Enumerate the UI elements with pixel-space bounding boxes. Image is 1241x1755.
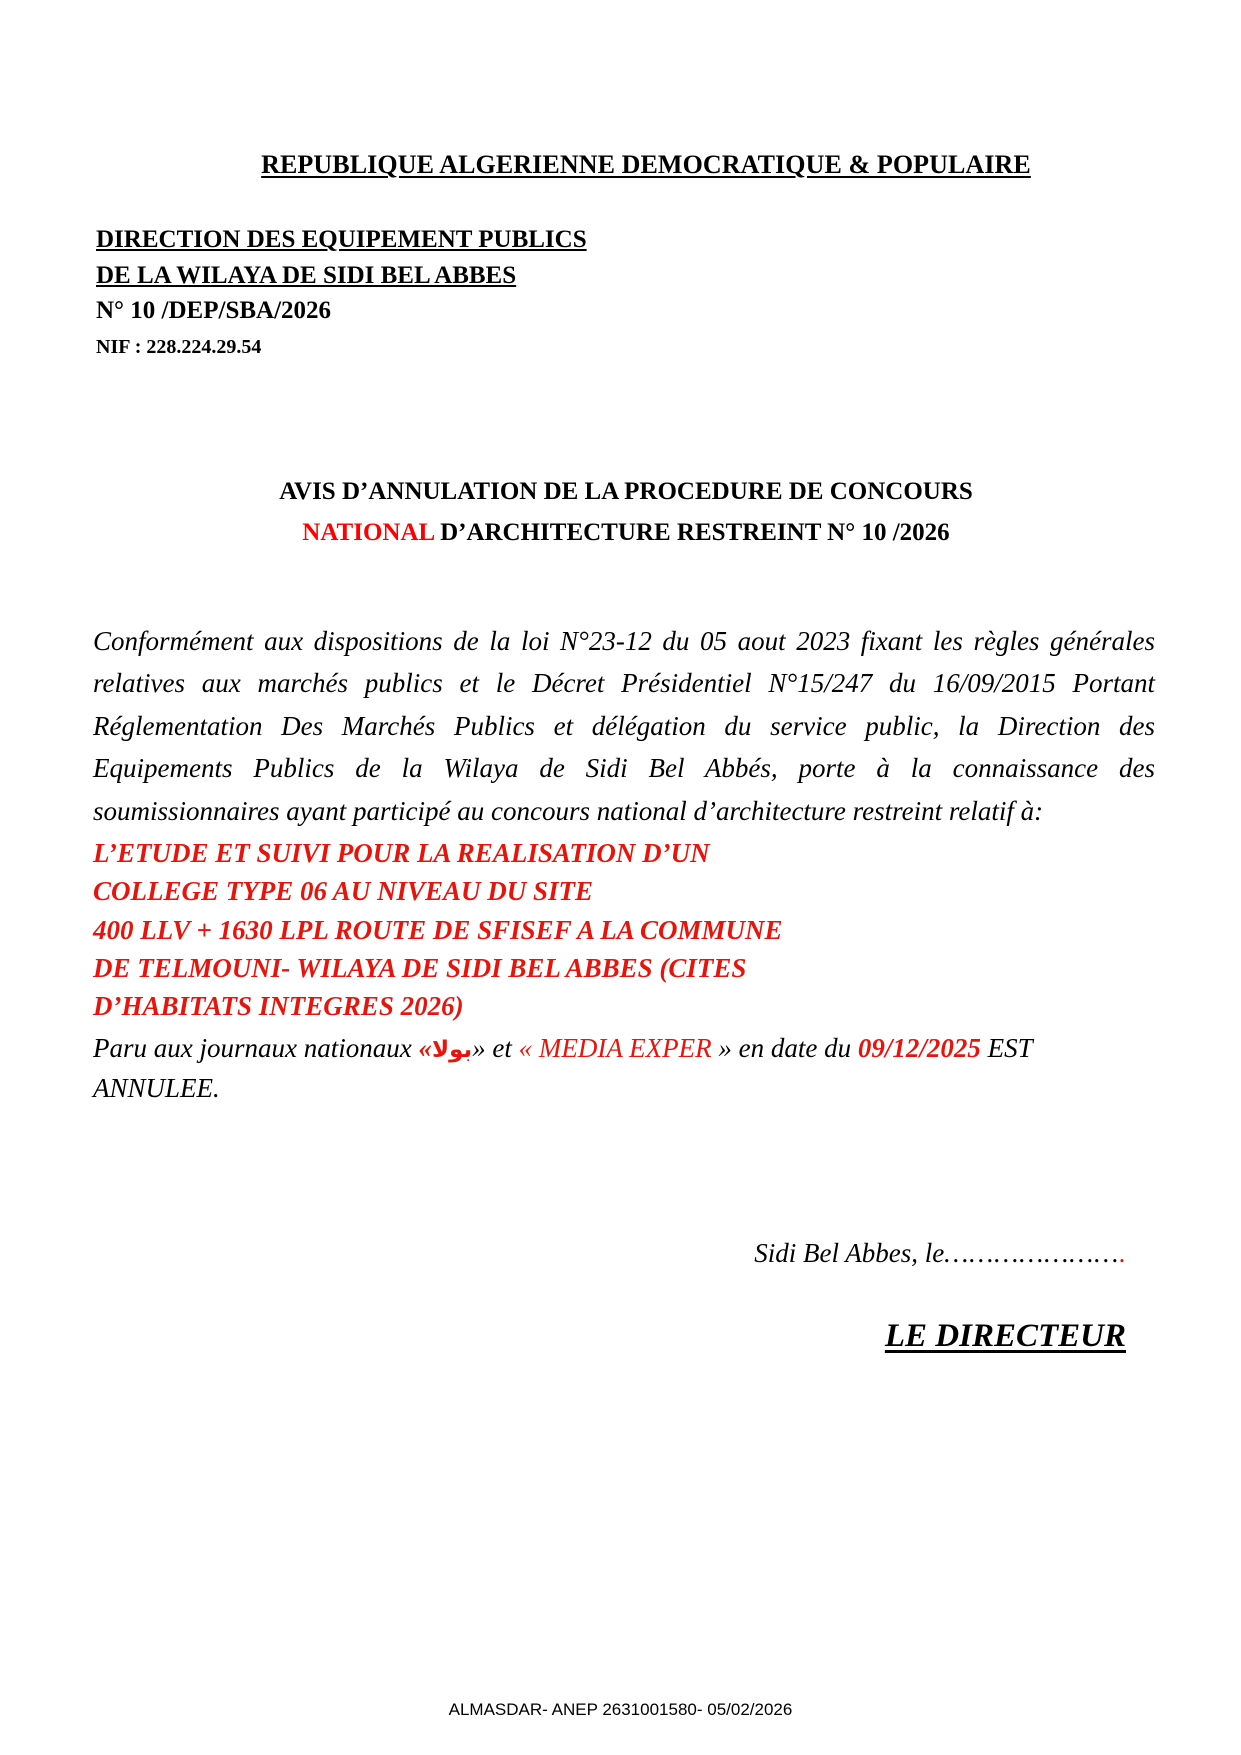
nif-number: NIF : 228.224.29.54	[96, 335, 262, 358]
document-title-line-1: AVIS D’ANNULATION DE LA PROCEDURE DE CONCOURS	[279, 478, 973, 505]
direction-line-1-text: DIRECTION DES EQUIPEMENT PUBLICS	[96, 226, 587, 253]
signature-place-line	[96, 1238, 1126, 1269]
document-title	[96, 472, 1156, 553]
publication-middle: et	[485, 1032, 519, 1063]
publication-notice	[93, 1028, 1155, 1109]
project-object-line: D’HABITATS INTEGRES 2026)	[93, 991, 464, 1022]
document-header	[96, 150, 1156, 361]
signature-date-dot-final: .	[1119, 1238, 1126, 1268]
direction-line-1	[96, 222, 1156, 258]
newspaper-name-arabic: بولا	[431, 1036, 473, 1063]
publication-cancel-text: EST ANNULEE	[93, 1032, 1033, 1104]
project-object-line: L’ETUDE ET SUIVI POUR LA REALISATION D’UN	[93, 837, 710, 868]
publication-date: 09/12/2025	[857, 1032, 981, 1063]
project-object-block	[93, 834, 1155, 1026]
signature-director-title: LE DIRECTEUR	[884, 1318, 1126, 1354]
newspaper-name-media-exper: MEDIA EXPER	[538, 1032, 712, 1063]
body-paragraph	[93, 620, 1155, 832]
publication-suffix: en date du	[731, 1032, 858, 1063]
project-object-line: DE TELMOUNI- WILAYA DE SIDI BEL ABBES (CITES	[93, 952, 747, 983]
publication-period: .	[213, 1073, 220, 1104]
signature-date-dots: …………………	[944, 1238, 1120, 1268]
publication-quote-close: »	[472, 1032, 486, 1063]
publication-quote-2-close: »	[711, 1032, 732, 1063]
document-title-line-2	[96, 513, 1156, 554]
publication-prefix: Paru aux journaux nationaux	[93, 1032, 419, 1063]
project-object-line: COLLEGE TYPE 06 AU NIVEAU DU SITE	[93, 876, 594, 907]
reference-number: N° 10 /DEP/SBA/2026	[96, 297, 332, 324]
direction-line-2-text: DE LA WILAYA DE SIDI BEL ABBES	[96, 261, 517, 289]
page-footer: ALMASDAR- ANEP 2631001580- 05/02/2026	[448, 1700, 793, 1719]
publication-quote-2-open: «	[518, 1032, 539, 1063]
signature-place-label: Sidi Bel Abbes, le	[754, 1238, 945, 1268]
project-object-line: 400 LLV + 1630 LPL ROUTE DE SFISEF A LA COMMUNE	[93, 914, 783, 945]
issuing-authority-block	[96, 222, 1156, 361]
document-body	[93, 620, 1155, 1109]
document-title-national: NATIONAL	[302, 518, 434, 546]
direction-line-2	[96, 258, 1156, 294]
republic-heading-text: REPUBLIQUE ALGERIENNE DEMOCRATIQUE & POPULAIRE	[261, 150, 1031, 179]
publication-quote-open: «	[418, 1032, 432, 1063]
document-title-line-2-rest: D’ARCHITECTURE RESTREINT N° 10 /2026	[433, 518, 950, 546]
body-paragraph-text: Conformément aux dispositions de la loi N°23-12 du 05 aout 2023 fixant les règles générales relatives aux marchés publics et le Décret Présidentiel N°15/247 du 16/09/2015 Portant Réglementation Des Marchés Publics et délégation du service public, la Direction des Equipements Publics de la Wilaya de Sidi Bel Abbés, porte à la connaissance des soumissionnaires ayant participé au concours national d’architecture restreint relatif à:	[93, 626, 1155, 826]
republic-heading	[136, 150, 1156, 180]
